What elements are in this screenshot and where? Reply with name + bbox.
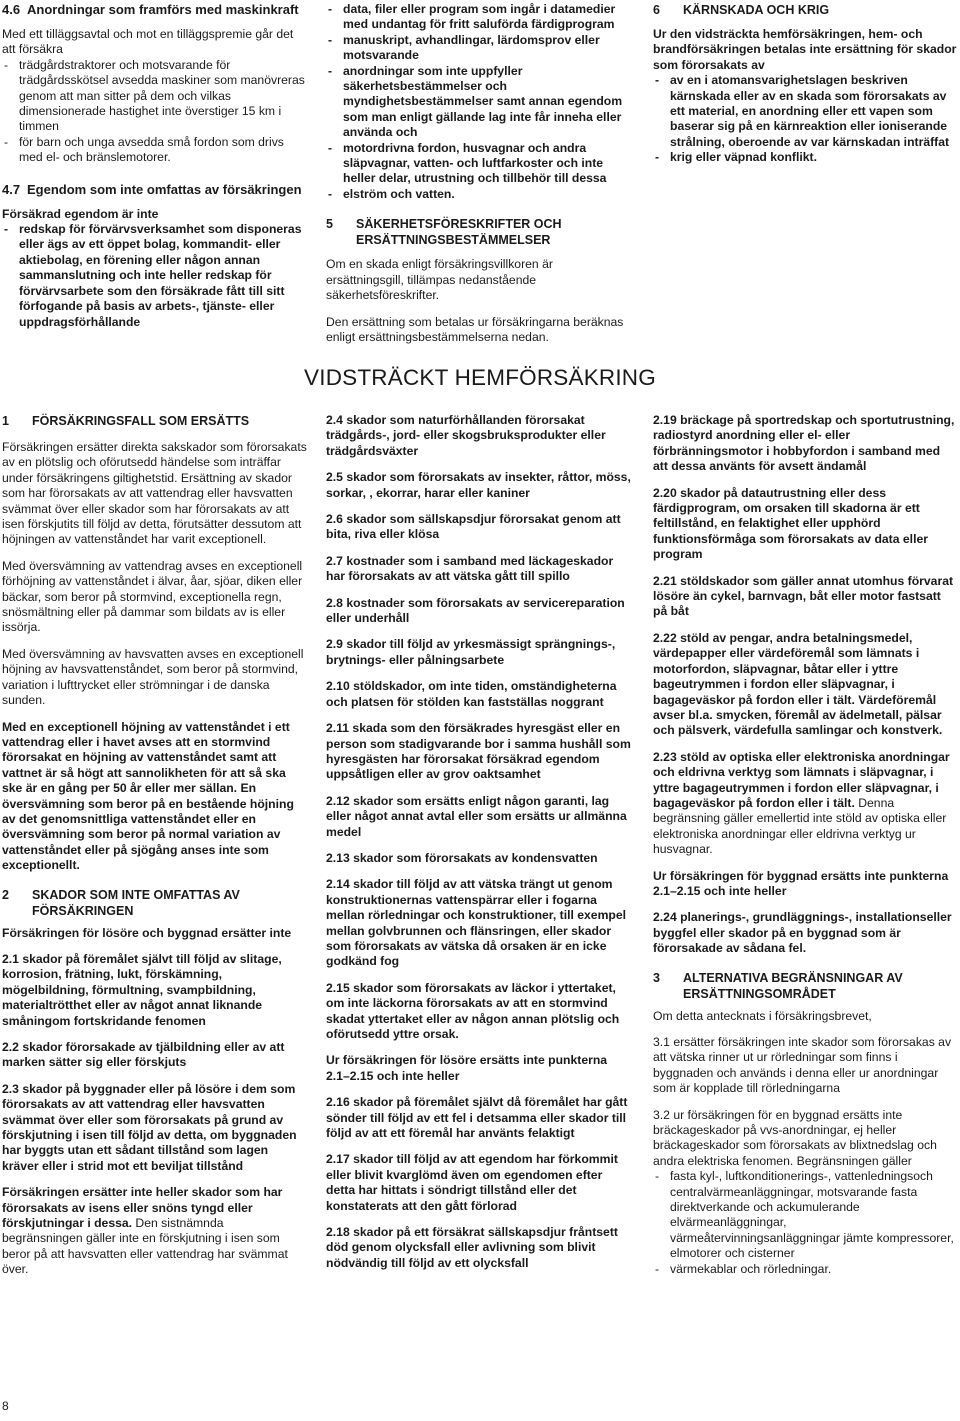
paragraph: 2.16 skador på föremålet självt då föremålet har gått sönder till följd av ett fel i detsamma eller skador till följd av att ett föremål har använts felaktigt — [326, 1095, 628, 1141]
paragraph: 2.11 skada som den försäkrades hyresgäst eller en person som stadigvarande bor i samma hushåll som hyresgästen har förorsakat försäkrad egendom uppsåtligen eller av grov oaktsamhet — [326, 721, 631, 782]
paragraph: Ur den vidsträckta hemförsäkringen, hem- och brandförsäkringen betalas inte ersättning för skador som förorsakats av — [653, 27, 957, 72]
section-title: Anordningar som framförs med maskinkraft — [27, 2, 299, 17]
section-number: 2 — [2, 887, 9, 902]
upper-column-1 — [2, 2, 307, 330]
paragraph-normal-part: Den sistnämnda begränsningen gäller inte en förskjutning i isen som beror på att havsvatten eller vattendrag har svämmat över. — [2, 1216, 288, 1277]
paragraph-bold-part: 2.23 stöld av optiska eller elektroniska anordningar och eldrivna verktyg som lämnats i släpvagnar, i yttre bagageutrymmen i fordon eller släpvagnar, i bagageväskor på fordon eller i tält. — [653, 749, 950, 810]
paragraph: 2.7 kostnader som i samband med läckageskador har förorsakats av att vätska gått till spillo — [326, 553, 614, 584]
bullet-list — [2, 222, 307, 330]
section-number: 1 — [2, 414, 9, 428]
bullet-list — [653, 73, 958, 165]
paragraph: 2.22 stöld av pengar, andra betalningsmedel, värdepapper eller värdeföremål som lämnats i motorfordon, släpvagnar, båtar eller i yttre bageutrymmen i fordon eller släpvagnar, i bagageväskor på fordon eller i tält. Värdeföremål avser bl.a. smycken, föremål av ädelmetall, pälsar och pälsverk, värdefulla samlingar och konstverk. — [653, 630, 943, 738]
list-item: - av en i atomansvarighetslagen beskriven kärnskada eller av en skada som förorsakats av ett material, en anordning eller ett vapen som baserar sig på en kärnreaktion eller ioniserande strålning, oberoende av var kärnskadan inträffat — [653, 73, 958, 150]
paragraph: 2.20 skador på datautrustning eller dess färdigprogram, om orsaken till skadorna är ett feltillstånd, en felaktighet eller upphörd funktionsförmåga som förorsakats av data eller program — [653, 485, 928, 562]
paragraph: Om detta antecknats i försäkringsbrevet, — [653, 1008, 872, 1023]
paragraph-bold-part: Försäkringen ersätter inte heller skador som har förorsakats av isens eller snöns tyngd eller förskjutningar i dessa. — [2, 1185, 283, 1231]
list-item: - fasta kyl-, luftkonditionerings-, vattenledningsoch centralvärmeanläggningar, motsvarande fasta direktverkande och ackumulerande elvärmeanläggningar, värmeåtervinningsanläggningar jämte kompressorer, elmotorer och cisterner — [653, 1169, 958, 1261]
paragraph: 3.1 ersätter försäkringen inte skador som förorsakas av att vätska rinner ut ur rörledningar som finns i byggnaden och används i denna eller ur anordningar som är kopplade till rörledningarna — [653, 1035, 952, 1096]
paragraph: Med en exceptionell höjning av vattenståndet i ett vattendrag eller i havet avses att en stormvind förorsakat en höjning av vattenståndet samt att vattnet är så högt att sannolikheten för att så ska ske är en gång per 50 år eller mer sällan. En översvämning som beror på en bestående höjning av det genomsnittliga vattenståndet eller en översvämning som beror på normal variation av vattenståndet eller på sjögång anses inte som exceptionellt. — [2, 719, 294, 873]
lower-column-3 — [653, 413, 958, 1277]
section-6-heading — [653, 2, 958, 18]
paragraph: 2.3 skador på byggnader eller på lösöre i dem som förorsakats av att vattendrag eller havsvatten svämmat över eller som förorsakats på grund av förskjutning i isen till följd av detta, om byggnaden har byggts utan ett sådant tillstånd som lagen kräver eller i strid mot ett beviljat tillstånd — [2, 1081, 297, 1173]
paragraph: 2.21 stöldskador som gäller annat utomhus förvarat lösöre än cykel, barnvagn, båt eller motor fastsatt på båt — [653, 573, 954, 619]
bullet-list — [653, 1169, 958, 1277]
section-title: KÄRNSKADA OCH KRIG — [683, 3, 830, 17]
paragraph: 2.2 skador förorsakade av tjälbildning eller av att marken sätter sig eller förskjuts — [2, 1040, 285, 1070]
paragraph: 2.5 skador som förorsakats av insekter, råttor, möss, sorkar, , ekorrar, harar eller kaniner — [326, 470, 631, 500]
list-item: - elström och vatten. — [326, 187, 631, 202]
bullet-list — [2, 58, 307, 166]
paragraph: Försäkringen för lösöre och byggnad ersätter inte — [2, 925, 292, 940]
list-item: - data, filer eller program som ingår i datamedier med undantag för fritt saluförda färdigprogram — [326, 2, 631, 33]
paragraph: 2.24 planerings-, grundläggnings-, installationseller byggfel eller skador på en byggnad som är förorsakade av sådana fel. — [653, 910, 952, 956]
paragraph: 2.18 skador på ett försäkrat sällskapsdjur fråntsett död genom olycksfall eller avlivning som blivit nödvändig till följd av ett olycksfall — [326, 1225, 618, 1270]
paragraph: Försäkrad egendom är inte — [2, 206, 159, 221]
list-item: - trädgårdstraktorer och motsvarande för trädgårdsskötsel avsedda maskiner som manövreras genom att man sitter på dem och vilkas dimensionerade hastighet inte överstiger 15 km i timmen — [2, 58, 307, 135]
paragraph: Om en skada enligt försäkringsvillkoren är ersättningsgill, tillämpas nedanstående säkerhetsföreskrifter. — [326, 257, 553, 303]
paragraph: 2.13 skador som förorsakats av kondensvatten — [326, 850, 598, 865]
paragraph: 2.10 stöldskador, om inte tiden, omständigheterna och platsen för stölden kan fastställas noggrant — [326, 679, 617, 709]
paragraph: 2.1 skador på föremålet självt till följd av slitage, korrosion, frätning, lukt, förskämning, mögelbildning, förmultning, svampbildning, materialtrötthet eller av något annat liknande småningom fortskridande fenomen — [2, 951, 282, 1028]
list-item: - manuskript, avhandlingar, lärdomsprov eller motsvarande — [326, 33, 631, 64]
paragraph: 2.8 kostnader som förorsakats av servicereparation eller underhåll — [326, 595, 625, 626]
list-item: - krig eller väpnad konflikt. — [653, 150, 958, 165]
paragraph: Med ett tilläggsavtal och mot en tilläggspremie går det att försäkra — [2, 27, 294, 57]
lower-column-2 — [326, 413, 631, 1282]
section-number: 4.6 — [2, 2, 21, 17]
section-4-7-heading — [2, 182, 307, 198]
bullet-list — [326, 2, 631, 202]
paragraph: 2.12 skador som ersätts enligt någon garanti, lag eller något annat avtal eller som ersätts ur allmänna medel — [326, 793, 627, 839]
paragraph: 2.15 skador som förorsakats av läckor i yttertaket, om inte läckorna förorsakats av att en stormvind skadat yttertaket eller av någon annan plötslig och oförutsedd yttre orsak. — [326, 980, 620, 1041]
list-item: - värmekablar och rörledningar. — [653, 1262, 958, 1277]
lower-column-1 — [2, 413, 307, 1289]
paragraph: 2.17 skador till följd av att egendom har förkommit eller blivit kvarglömd även om egendomen efter detta har hittats i söndrigt tillstånd eller det konstaterats att den gått förlorad — [326, 1152, 618, 1213]
upper-column-2 — [326, 2, 631, 356]
page-number: 8 — [2, 1399, 9, 1413]
paragraph: Ur försäkringen för byggnad ersätts inte punkterna 2.1–2.15 och inte heller — [653, 868, 949, 898]
paragraph — [2, 1185, 307, 1277]
paragraph: 2.9 skador till följd av yrkesmässigt sprängnings-, brytnings- eller pålningsarbete — [326, 637, 616, 667]
section-3-heading — [653, 970, 958, 1002]
list-item: - anordningar som inte uppfyller säkerhetsbestämmelser och myndighetsbestämmelser samt annan egendom som man enligt gällande lag inte får inneha eller använda och — [326, 64, 631, 141]
paragraph: 2.6 skador som sällskapsdjur förorsakat genom att bita, riva eller klösa — [326, 512, 621, 542]
section-5-heading — [326, 216, 631, 248]
paragraph: 2.14 skador till följd av att vätska trängt ut genom konstruktionernas vattenspärrar eller i fogarna mellan rörledningar och konstruktioner, till exempel mellan golvbrunnen och flänsringen, eller skador som förorsakats av vätska då orsaken är en icke godkänd fog — [326, 877, 627, 969]
paragraph: 2.19 bräckage på sportredskap och sportutrustning, radiostyrd anordning eller el- eller förbränningsmotor i hobbyfordon i samband med att dessa använts för avsett ändamål — [653, 413, 955, 474]
section-title: SKADOR SOM INTE OMFATTAS AV FÖRSÄKRINGEN — [32, 887, 240, 918]
section-number: 6 — [653, 3, 660, 17]
section-title: SÄKERHETSFÖRESKRIFTER OCH ERSÄTTNINGSBESTÄMMELSER — [356, 217, 562, 248]
section-1-heading — [2, 413, 307, 429]
section-number: 4.7 — [2, 181, 21, 197]
paragraph: Med översvämning av havsvatten avses en exceptionell höjning av havsvattenståndet, som beror på stormvind, variation i lufttrycket eller strömningar i de danska sunden. — [2, 646, 304, 708]
paragraph: Försäkringen ersätter direkta sakskador som förorsakats av en plötslig och oförutsedd händelse som inträffar under försäkringens giltighetstid. Ersättning av skador som har förorsakats av att vattendrag eller havsvatten svämmat över eller skador som har förorsakats av att isen förskjutits till följd av detta, förutsätter dessutom att höjningen av vattenståndet har varit exceptionell. — [2, 440, 307, 547]
section-2-heading — [2, 887, 307, 919]
paragraph: Den ersättning som betalas ur försäkringarna beräknas enligt ersättningsbestämmelserna nedan. — [326, 314, 624, 344]
section-number: 3 — [653, 970, 660, 985]
section-number: 5 — [326, 217, 333, 232]
paragraph: Ur försäkringen för lösöre ersätts inte punkterna 2.1–2.15 och inte heller — [326, 1053, 608, 1083]
section-title: ALTERNATIVA BEGRÄNSNINGAR AV ERSÄTTNINGSOMRÅDET — [683, 970, 903, 1001]
upper-column-3 — [653, 2, 958, 166]
paragraph-normal-part: Denna begränsning gäller emellertid inte stöld av optiska eller elektroniska anordningar eller eldrivna verktyg ur husvagnar. — [653, 795, 947, 857]
list-item: - redskap för förvärvsverksamhet som disponeras eller ägs av ett öppet bolag, kommandit- eller aktiebolag, en förening eller någon annan sammanslutning och inte heller redskap för förvärvsarbete som den försäkrade fått till sitt förfogande på basis av arbets-, tjänste- eller uppdragsförhållande — [2, 222, 307, 330]
list-item: - för barn och unga avsedda små fordon som drivs med el- och bränslemotorer. — [2, 135, 307, 166]
list-item: - motordrivna fordon, husvagnar och andra släpvagnar, vatten- och luftfarkoster och inte heller delar, utrustning och tillbehör till dessa — [326, 141, 631, 187]
page-title: VIDSTRÄCKT HEMFÖRSÄKRING — [304, 365, 656, 390]
section-title: FÖRSÄKRINGSFALL SOM ERSÄTTS — [32, 414, 250, 428]
paragraph: 3.2 ur försäkringen för en byggnad ersätts inte bräckageskador på vvs-anordningar, ej heller bräckageskador som förorsakats av blixtnedslag och andra elektriska fenomen. Begränsningen gäller — [653, 1107, 937, 1168]
paragraph: 2.4 skador som naturförhållanden förorsakat trädgårds-, jord- eller skogsbruksprodukter eller trädgårdsväxter — [326, 413, 606, 458]
paragraph — [653, 750, 958, 858]
paragraph: Med översvämning av vattendrag avses en exceptionell förhöjning av vattenståndet i älvar, åar, sjöar, diken eller bäckar, som beror på stormvind, exceptionella regn, snösmältning eller på dammar som bildats av is eller issörja. — [2, 558, 303, 635]
section-title: Egendom som inte omfattas av försäkringen — [27, 181, 302, 197]
section-4-6-heading — [2, 2, 307, 18]
